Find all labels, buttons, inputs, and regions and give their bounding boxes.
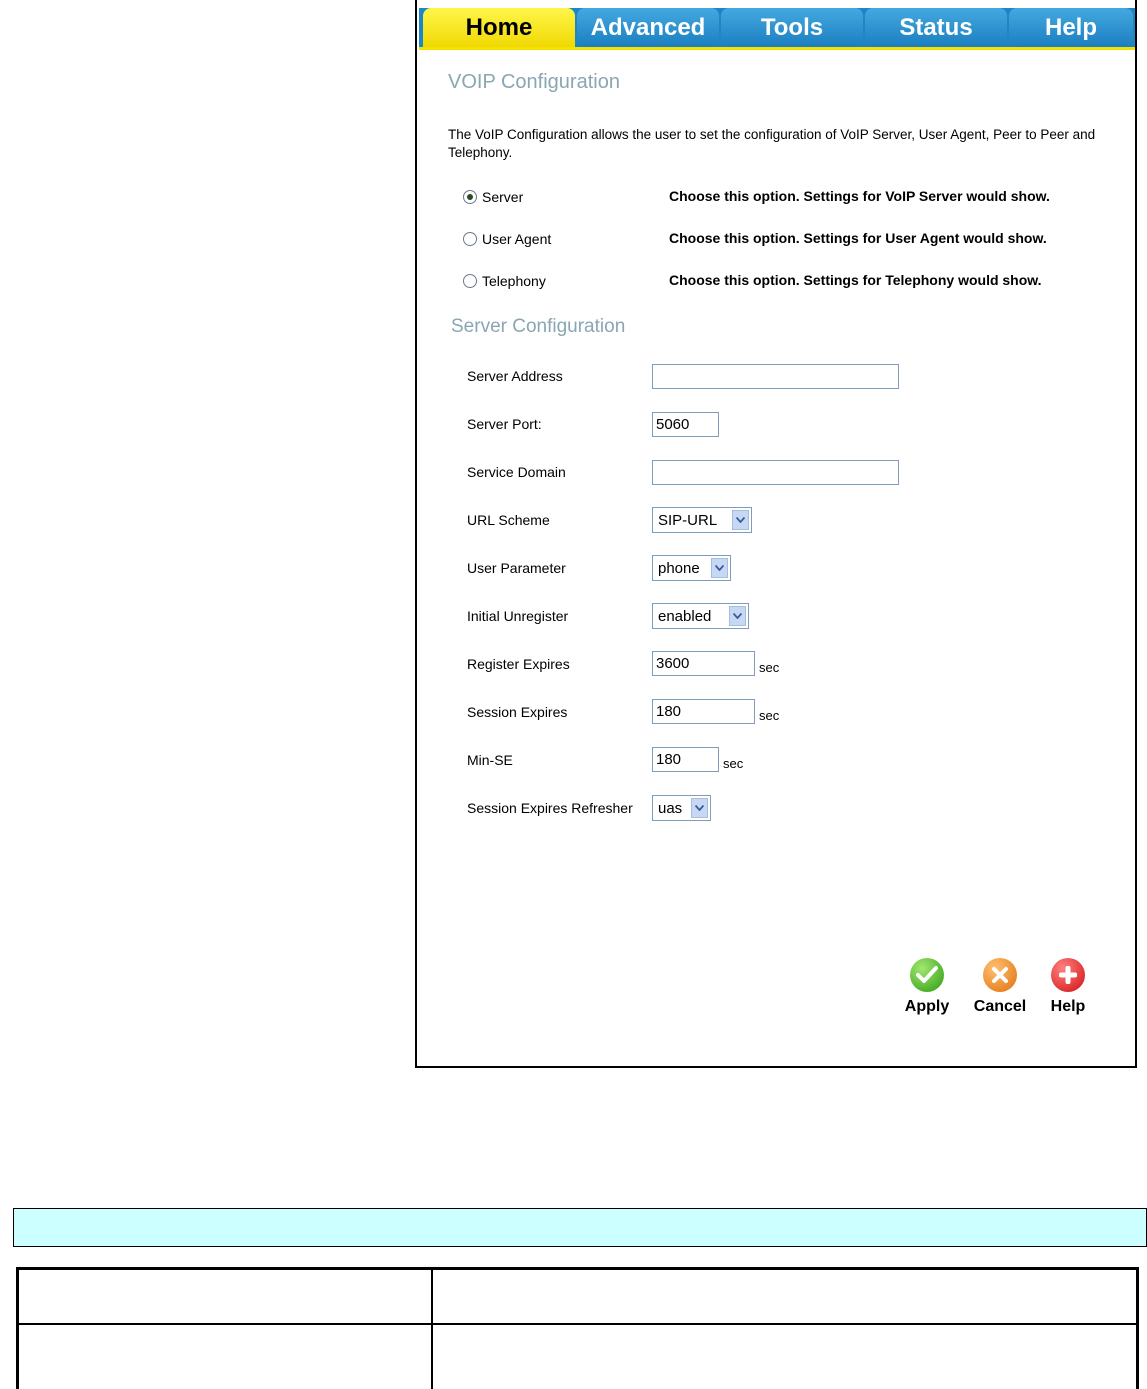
register-expires-label: Register Expires [467,656,570,672]
radio-label-telephony: Telephony [482,273,546,289]
table-column-divider [431,1270,433,1389]
chevron-down-icon[interactable] [711,558,728,578]
session-expires-refresher-value: uas [658,799,683,817]
server-port-label: Server Port: [467,416,542,432]
tab-tools[interactable]: Tools [721,8,863,48]
radio-telephony[interactable] [463,274,477,288]
register-expires-unit: sec [759,660,780,675]
tab-bar [419,8,1135,50]
min-se-unit: sec [723,756,744,771]
mode-description-telephony: Choose this option. Settings for Telephony would show. [669,272,1042,288]
server-address-input[interactable] [652,364,899,389]
min-se-input[interactable] [652,747,719,772]
radio-user-agent[interactable] [463,232,477,246]
cancel-label: Cancel [973,998,1027,1015]
initial-unregister-label: Initial Unregister [467,608,569,624]
mode-description-server: Choose this option. Settings for VoIP Server would show. [669,188,1050,204]
plus-help-icon [1051,958,1085,992]
url-scheme-select[interactable] [652,507,752,533]
apply-label: Apply [904,998,950,1015]
url-scheme-label: URL Scheme [467,512,550,528]
chevron-down-icon[interactable] [691,798,708,818]
initial-unregister-value: enabled [658,607,712,625]
checkmark-icon [910,958,944,992]
table-row-divider [19,1323,1136,1325]
tab-status[interactable]: Status [865,8,1007,48]
user-parameter-label: User Parameter [467,560,566,576]
section-title: Server Configuration [451,316,626,337]
session-expires-unit: sec [759,708,780,723]
url-scheme-value: SIP-URL [658,511,718,529]
user-parameter-value: phone [658,559,700,577]
radio-server[interactable] [463,190,477,204]
page-title: VOIP Configuration [448,71,620,93]
description-table [16,1267,1139,1389]
apply-button[interactable] [897,958,957,1016]
help-label: Help [1050,998,1086,1015]
mode-option-server[interactable] [463,187,523,207]
tab-help[interactable]: Help [1009,8,1133,48]
chevron-down-icon[interactable] [729,606,746,626]
chevron-down-icon[interactable] [732,510,749,530]
mode-option-telephony[interactable] [463,271,546,291]
cancel-x-icon [983,958,1017,992]
info-bar [13,1208,1147,1247]
server-port-input[interactable] [652,412,719,437]
radio-label-server: Server [482,189,524,205]
session-expires-refresher-select[interactable] [652,795,711,821]
server-address-label: Server Address [467,368,563,384]
mode-description-user-agent: Choose this option. Settings for User Agent would show. [669,230,1047,246]
help-button[interactable] [1038,958,1098,1016]
session-expires-input[interactable] [652,699,755,724]
initial-unregister-select[interactable] [652,603,749,629]
cancel-button[interactable] [970,958,1030,1016]
page-description: The VoIP Configuration allows the user to set the configuration of VoIP Server, User Agent, Peer to Peer and Telephony. [448,127,1096,160]
radio-label-user-agent: User Agent [482,231,552,247]
tab-home[interactable]: Home [423,8,575,48]
user-parameter-select[interactable] [652,555,731,581]
min-se-label: Min-SE [467,752,513,768]
session-expires-refresher-label: Session Expires Refresher [467,800,633,816]
tab-advanced[interactable]: Advanced [577,8,719,48]
service-domain-input[interactable] [652,460,899,485]
register-expires-input[interactable] [652,651,755,676]
service-domain-label: Service Domain [467,464,566,480]
router-config-panel [415,0,1137,1068]
mode-option-user-agent[interactable] [463,229,551,249]
session-expires-label: Session Expires [467,704,568,720]
